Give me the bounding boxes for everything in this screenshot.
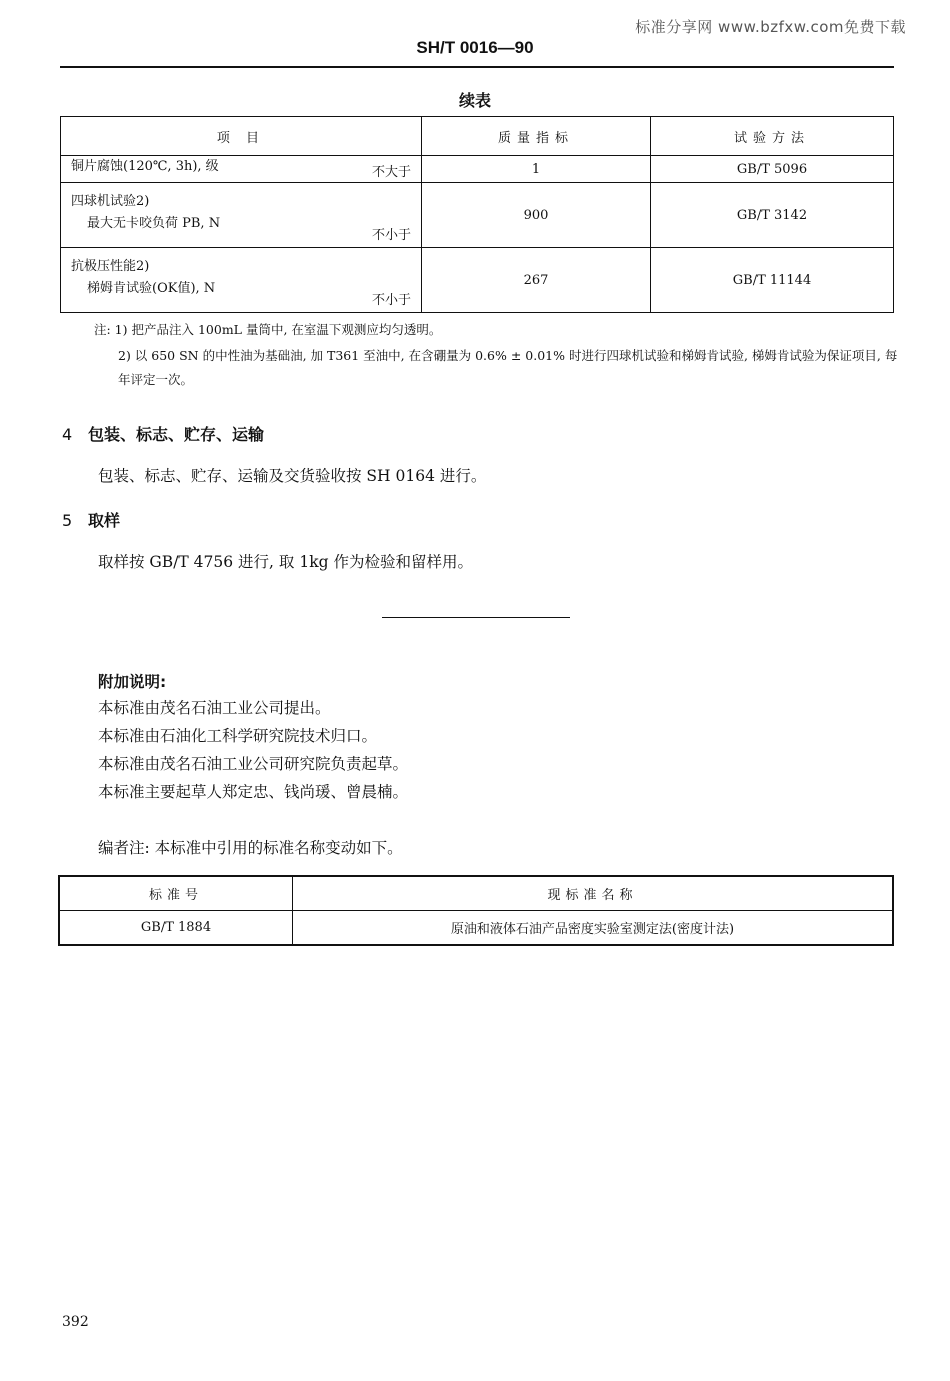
- table-header-row: [61, 117, 894, 156]
- header-item: 项 目: [61, 117, 422, 156]
- item-name: 四球机试验2): [71, 194, 150, 209]
- standard-name-cell: 原油和液体石油产品密度实验室测定法(密度计法): [293, 911, 894, 946]
- section-number: 4: [62, 425, 73, 444]
- item-cell: [61, 156, 422, 183]
- value-cell: 900: [422, 183, 651, 248]
- standard-code-cell: GB/T 1884: [59, 911, 293, 946]
- additional-line: 本标准由茂名石油工业公司提出。: [98, 699, 331, 717]
- item-content: [61, 248, 421, 312]
- header-standard-code: 标准号: [59, 876, 293, 911]
- table-header-row: [59, 876, 893, 911]
- item-subname: 最大无卡咬负荷 PB, N: [87, 216, 221, 231]
- item-name: 抗极压性能2): [71, 259, 150, 274]
- item-content: [61, 156, 421, 182]
- note-2: 2) 以 650 SN 的中性油为基础油, 加 T361 至油中, 在含硼量为 0.6% ± 0.01% 时进行四球机试验和梯姆肯试验, 梯姆肯试验为保证项目, 每年评定一次。: [118, 348, 898, 387]
- section-5-heading: [62, 508, 120, 531]
- page-number: 392: [62, 1314, 89, 1330]
- standard-code-header: SH/T 0016—90: [416, 38, 534, 57]
- item-condition: 不大于: [371, 165, 411, 180]
- watermark-text: 标准分享网 www.bzfxw.com免费下载: [635, 18, 906, 36]
- header-standard-name: 现标准名称: [293, 876, 894, 911]
- end-divider: [382, 617, 570, 618]
- item-name: 铜片腐蚀(120℃, 3h), 级: [71, 159, 219, 174]
- table-row: [61, 183, 894, 248]
- header-test-method: 试验方法: [651, 117, 894, 156]
- section-number: 5: [62, 511, 73, 530]
- table-row: [61, 156, 894, 183]
- quality-spec-table: [60, 116, 894, 313]
- item-condition: 不小于: [371, 293, 411, 308]
- method-cell: GB/T 11144: [651, 248, 894, 313]
- additional-line: 本标准由石油化工科学研究院技术归口。: [98, 727, 378, 745]
- section-4-text: 包装、标志、贮存、运输及交货验收按 SH 0164 进行。: [98, 467, 487, 485]
- header-rule: [60, 66, 894, 68]
- item-subname: 梯姆肯试验(OK值), N: [87, 281, 216, 296]
- item-cell: [61, 183, 422, 248]
- additional-line: 本标准由茂名石油工业公司研究院负责起草。: [98, 755, 409, 773]
- editor-note: 编者注: 本标准中引用的标准名称变动如下。: [98, 839, 403, 857]
- table-row: [59, 911, 893, 946]
- section-4-heading: [62, 422, 264, 445]
- section-title: 包装、标志、贮存、运输: [88, 425, 265, 444]
- section-title: 取样: [88, 511, 121, 530]
- table-row: [61, 248, 894, 313]
- method-cell: GB/T 3142: [651, 183, 894, 248]
- method-cell: GB/T 5096: [651, 156, 894, 183]
- table-continued-title: 续表: [458, 91, 491, 110]
- item-cell: [61, 248, 422, 313]
- standard-name-table: [58, 875, 894, 946]
- item-content: [61, 183, 421, 247]
- item-condition: 不小于: [371, 228, 411, 243]
- additional-notes: [98, 694, 408, 806]
- additional-line: 本标准主要起草人郑定忠、钱尚瑗、曾晨楠。: [98, 783, 409, 801]
- value-cell: 1: [422, 156, 651, 183]
- section-5-text: 取样按 GB/T 4756 进行, 取 1kg 作为检验和留样用。: [98, 553, 473, 571]
- additional-notes-title: 附加说明:: [98, 673, 167, 691]
- value-cell: 267: [422, 248, 651, 313]
- note-1: 注: 1) 把产品注入 100mL 量筒中, 在室温下观测应均匀透明。: [94, 322, 442, 337]
- header-quality-index: 质量指标: [422, 117, 651, 156]
